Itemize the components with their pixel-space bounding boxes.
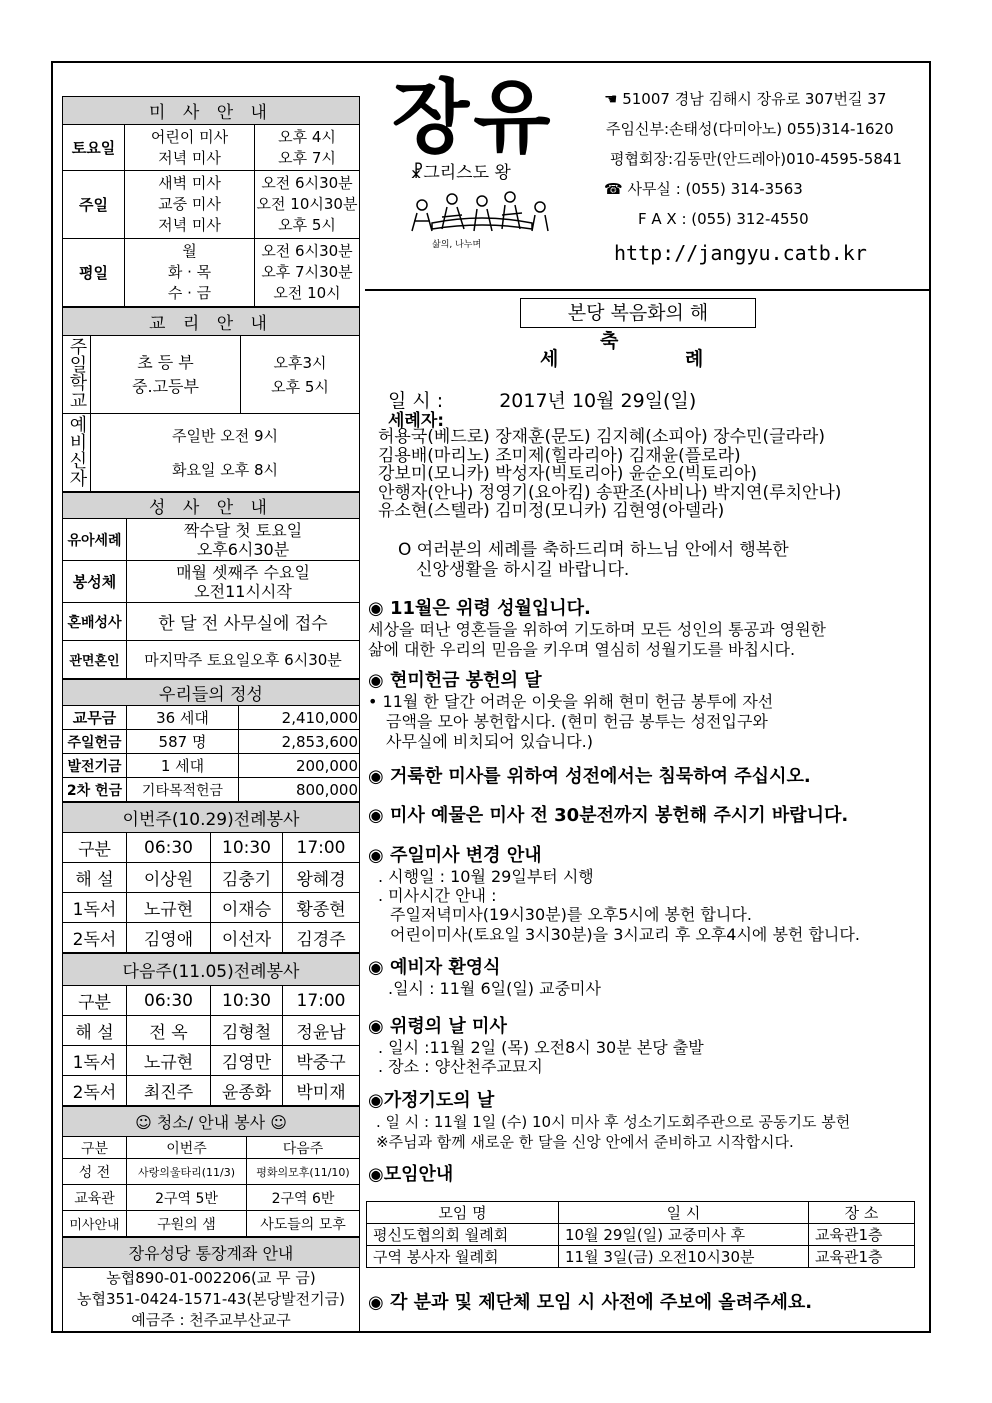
office-line: ☎ 사무실 : (055) 314-3563 [604,180,803,198]
meeting-name: 구역 봉사자 월례회 [367,1246,559,1268]
cleaning-title: ☺ 청소/ 안내 봉사 ☺ [63,1107,360,1137]
parish-info [604,84,902,268]
col-header: 구분 [63,986,127,1016]
role-cell: 해 설 [63,863,127,893]
group-cell: 2구역 6반 [247,1185,360,1211]
name-cell: 전 옥 [127,1016,211,1046]
notice-mass-change: ◉ 주일미사 변경 안내 . 시행일 : 10월 29일부터 시행 . 미사시간 안내 : 주일저녁미사(19시30분)를 오후5시에 봉헌 합니다. 어린이미사(토요일 3시30분)을 3시교리 후 오후4시에 봉헌 합니다. [368,845,860,944]
mass-title: 미 사 안 내 [63,97,360,125]
school-times: 오후3시 오후 5시 [241,336,360,414]
name-cell: 이재승 [211,893,283,923]
offering-amount: 2,410,000 [239,706,360,730]
col-header: 구분 [63,833,127,863]
pointing-hand-icon: ☚ [604,90,623,108]
mass-table [62,96,360,307]
chair-line: 평협회장:김동만(안드레아)010-4595-5841 [610,150,902,168]
this-week-title: 이번주(10.29)전례봉사 [63,803,360,833]
mass-day: 주일 [63,171,125,239]
left-column [62,96,360,1332]
offering-table [62,679,360,802]
name-cell: 황종현 [283,893,360,923]
logo-title: 장유 [392,70,555,164]
col-header: 10:30 [211,986,283,1016]
sacrament-value: 한 달 전 사무실에 접수 [127,603,360,641]
notice-all-souls-mass: ◉ 위령의 날 미사 . 일시 :11월 2일 (목) 오전8시 30분 본당 출발 . 장소 : 양산천주교묘지 [368,1016,704,1076]
notice-offering-time: ◉ 미사 예물은 미사 전 30분전까지 봉헌해 주시기 바랍니다. [368,805,849,826]
mass-names: 어린이 미사 저녁 미사 [125,125,255,171]
mass-day: 토요일 [63,125,125,171]
meeting-name: 평신도협의회 월례회 [367,1224,559,1246]
sacrament-value: 짝수달 첫 토요일 오후6시30분 [127,519,360,561]
this-week-table [62,802,360,953]
sacrament-label: 혼배성사 [63,603,127,641]
role-cell: 1독서 [63,893,127,923]
name-cell: 김영애 [127,923,211,953]
baptism-wish: O 여러분의 세례를 축하드리며 하느님 안에서 행복한 신앙생활을 하시길 바랍니다. [398,540,789,580]
name-cell: 김영만 [211,1046,283,1076]
offering-label: 발전기금 [63,754,127,778]
account-lines: 농협890-01-002206(교 무 금) 농협351-0424-1571-43(본당발전기금) 예금주 : 천주교부산교구 [63,1268,360,1332]
notice-bulletin-submit: ◉ 각 분과 및 제단체 모임 시 사전에 주보에 올려주세요. [368,1292,813,1313]
pastor-line: 주임신부:손태성(다미아노) 055)314-1620 [606,120,894,138]
mass-day: 평일 [63,239,125,307]
account-title: 장유성당 통장계좌 안내 [63,1238,360,1268]
offering-amount: 200,000 [239,754,360,778]
meetings-table [366,1201,915,1268]
baptism-title-1: 축 [600,330,619,352]
col-header: 모임 명 [367,1202,559,1224]
sacrament-table [62,492,360,679]
notice-catechumen-welcome: ◉ 예비자 환영식 .일시 : 11월 6일(일) 교중미사 [368,957,601,998]
baptism-title-2: 세 례 [540,348,764,370]
logo-subtitle: ☧그리스도 왕 [410,163,511,183]
school-groups: 초 등 부 중.고등부 [91,336,241,414]
parish-logo [392,72,562,282]
offering-label: 교무금 [63,706,127,730]
catechumen-times: 주일반 오전 9시 화요일 오후 8시 [91,414,360,492]
logo-caption: 삶의, 나누며 [432,240,482,250]
role-cell: 해 설 [63,1016,127,1046]
next-week-table [62,953,360,1106]
name-cell: 박미재 [283,1076,360,1106]
notice-family-prayer: ◉가정기도의 날 . 일 시 : 11월 1일 (수) 10시 미사 후 성소기도회주관으로 공동기도 봉헌 ※주님과 함께 새로운 한 달을 신앙 안에서 준비하고 시작합시다. [368,1090,851,1151]
sacrament-title: 성 사 안 내 [63,493,360,519]
col-header: 일 시 [559,1202,809,1224]
group-cell: 구원의 샘 [127,1211,247,1237]
offering-count: 587 명 [127,730,239,754]
group-cell: 사랑의울타리(11/3) [127,1159,247,1185]
name-cell: 노규현 [127,893,211,923]
baptism-date: 일 시 : 2017년 10월 29일(일) [388,390,697,412]
name-cell: 왕혜경 [283,863,360,893]
account-table [62,1237,360,1332]
baptism-people: 허용국(베드로) 장재훈(문도) 김지혜(소피아) 장수민(글라라) 김용배(마리노) 조미제(힐라리아) 김재윤(플로라) 강보미(모니카) 박성자(빅토리아) 윤순오(빅토리아) 안행자(안나) 정영기(요아킴) 송판조(사비나) 박지연(루치안나) 유소현(스텔라) 김미정(모니카) 김현영(아델라) [378,427,842,521]
offering-title: 우리들의 정성 [63,680,360,706]
name-cell: 윤종화 [211,1076,283,1106]
name-cell: 김형철 [211,1016,283,1046]
next-week-title: 다음주(11.05)전례봉사 [63,954,360,986]
fax-line: F A X : (055) 312-4550 [638,210,809,228]
offering-label: 주일헌금 [63,730,127,754]
sacrament-label: 관면혼인 [63,641,127,679]
name-cell: 김경주 [283,923,360,953]
col-header: 06:30 [127,833,211,863]
catechism-title: 교 리 안 내 [63,308,360,336]
sacrament-label: 봉성체 [63,561,127,603]
col-header: 17:00 [283,833,360,863]
name-cell: 이상원 [127,863,211,893]
catechism-table [62,307,360,492]
role-cell: 1독서 [63,1046,127,1076]
col-header: 구분 [63,1137,127,1159]
mass-times: 오전 6시30분 오전 10시30분 오후 5시 [255,171,360,239]
notice-souls-month: ◉ 11월은 위령 성월입니다. 세상을 떠난 영혼들을 위하여 기도하며 모든 성인의 통공과 영원한 삶에 대한 우리의 믿음을 키우며 열심히 성월기도를 바칩시다. [368,598,827,659]
meeting-place: 교육관1층 [809,1246,915,1268]
offering-amount: 2,853,600 [239,730,360,754]
name-cell: 최진주 [127,1076,211,1106]
name-cell: 김충기 [211,863,283,893]
phone-icon: ☎ [604,180,628,198]
group-cell: 평화의모후(11/10) [247,1159,360,1185]
area-cell: 교육관 [63,1185,127,1211]
name-cell: 노규현 [127,1046,211,1076]
col-header: 17:00 [283,986,360,1016]
year-banner: 본당 복음화의 해 [520,298,756,328]
notice-meetings: ◉모임안내 [368,1164,454,1185]
group-cell: 사도들의 모후 [247,1211,360,1237]
meeting-time: 11월 3일(금) 오전10시30분 [559,1246,809,1268]
offering-amount: 800,000 [239,778,360,802]
mass-names: 새벽 미사 교중 미사 저녁 미사 [125,171,255,239]
role-cell: 2독서 [63,1076,127,1106]
sacrament-value: 매월 셋째주 수요일 오전11시시작 [127,561,360,603]
mass-names: 월 화 · 목 수 · 금 [125,239,255,307]
address: ☚ 51007 경남 김해시 장유로 307번길 37 [604,90,887,108]
group-cell: 2구역 5반 [127,1185,247,1211]
cleaning-table [62,1106,360,1237]
col-header: 이번주 [127,1137,247,1159]
col-header: 장 소 [809,1202,915,1224]
meeting-place: 교육관1층 [809,1224,915,1246]
col-header: 06:30 [127,986,211,1016]
offering-count: 36 세대 [127,706,239,730]
mass-times: 오후 4시 오후 7시 [255,125,360,171]
sunday-school-label: 주일학교 [66,336,88,409]
name-cell: 정윤남 [283,1016,360,1046]
congregation-illustration-icon [392,183,562,253]
baptism-people-label: 세례자: [388,411,445,431]
area-cell: 미사안내 [63,1211,127,1237]
role-cell: 2독서 [63,923,127,953]
name-cell: 박중구 [283,1046,360,1076]
notice-silence: ◉ 거룩한 미사를 위하여 성전에서는 침묵하여 주십시오. [368,766,811,787]
col-header: 다음주 [247,1137,360,1159]
sacrament-label: 유아세례 [63,519,127,561]
meeting-time: 10월 29일(일) 교중미사 후 [559,1224,809,1246]
offering-count: 기타목적헌금 [127,778,239,802]
notice-rice-offering: ◉ 현미헌금 봉헌의 달 • 11월 한 달간 어려운 이웃을 위해 현미 헌금 봉투에 자선 금액을 모아 봉헌합시다. (현미 헌금 봉투는 성전입구와 사무실에 비치되어 있습니다.) [368,670,774,751]
col-header: 10:30 [211,833,283,863]
header-divider [365,289,930,291]
mass-times: 오전 6시30분 오후 7시30분 오전 10시 [255,239,360,307]
website-link[interactable]: http://jangyu.catb.kr [614,241,867,265]
name-cell: 이선자 [211,923,283,953]
area-cell: 성 전 [63,1159,127,1185]
sacrament-value: 마지막주 토요일오후 6시30분 [127,641,360,679]
offering-label: 2차 헌금 [63,778,127,802]
offering-count: 1 세대 [127,754,239,778]
catechumen-label: 예비신자 [66,414,88,487]
